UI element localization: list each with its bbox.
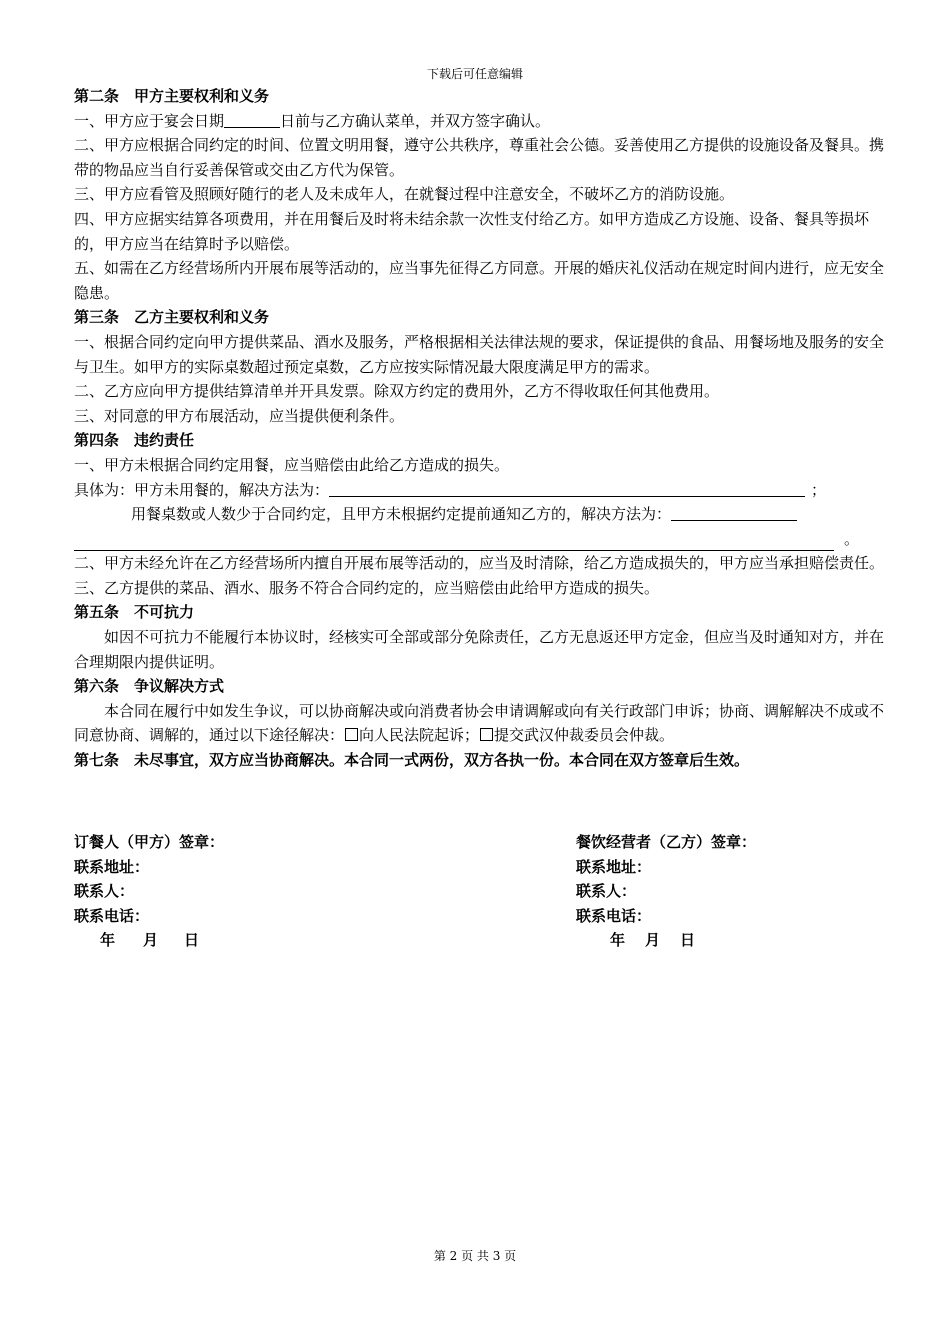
fewer-tables-solution-blank-line2[interactable] xyxy=(74,532,834,551)
article6-title: 第六条 争议解决方式 xyxy=(74,677,225,696)
article4-detail2-continuation xyxy=(74,527,892,552)
party-b-signature-block xyxy=(576,830,756,953)
article3-title: 第三条 乙方主要权利和义务 xyxy=(74,308,270,327)
article2-item1-text-a: 一、甲方应于宴会日期 xyxy=(74,111,225,130)
page-header: 下载后可任意编辑 xyxy=(426,67,523,81)
no-show-solution-blank[interactable] xyxy=(329,480,805,497)
article3-item1: 一、根据合同约定向甲方提供菜品、酒水及服务，严格根据相关法律法规的要求，保证提供的食品、用餐场地及服务的安全与卫生。如甲方的实际桌数超过预定桌数，乙方应按实际情况最大限度满足甲方的需求。 xyxy=(74,332,885,376)
article4-item3: 三、乙方提供的菜品、酒水、服务不符合合同约定的，应当赔偿由此给甲方造成的损失。 xyxy=(74,578,660,597)
article6-body xyxy=(74,699,892,748)
party-b-address-label: 联系地址： xyxy=(576,857,652,876)
article2-item2: 二、甲方应根据合同约定的时间、位置文明用餐，遵守公共秩序，尊重社会公德。妥善使用乙方提供的设施设备及餐具。携带的物品应当自行妥善保管或交由乙方代为保管。 xyxy=(74,136,885,179)
article6-body-text: 本合同在履行中如发生争议，可以协商解决或向消费者协会申请调解或向有关行政部门申诉；协商、调解解决不成或不同意协商、调解的，通过以下途径解决： xyxy=(74,701,885,745)
party-a-sign-label: 订餐人（甲方）签章： xyxy=(74,833,225,851)
party-a-date xyxy=(74,928,224,953)
article2-item4: 四、甲方应据实结算各项费用，并在用餐后及时将未结余款一次性支付给乙方。如甲方造成乙方设施、设备、餐具等损坏的，甲方应当在结算时予以赔偿。 xyxy=(74,209,870,253)
party-a-day-label: 日 xyxy=(184,931,200,950)
article4-item1: 一、甲方未根据合同约定用餐，应当赔偿由此给乙方造成的损失。 xyxy=(74,455,510,474)
contract-body xyxy=(74,84,892,773)
article4-item2: 二、甲方未经允许在乙方经营场所内擅自开展布展等活动的，应当及时清除，给乙方造成损失的，甲方应当承担赔偿责任。 xyxy=(74,554,885,573)
court-option-label: 向人民法院起诉； xyxy=(359,726,480,745)
banquet-date-blank[interactable] xyxy=(224,111,280,128)
article4-detail1-text: 具体为：甲方未用餐的，解决方法为： xyxy=(74,480,330,499)
party-a-address-label: 联系地址： xyxy=(74,857,150,876)
article4-detail2 xyxy=(74,502,892,527)
party-a-signature-block xyxy=(74,830,224,953)
article3-item3: 三、对同意的甲方布展活动，应当提供便利条件。 xyxy=(74,406,405,425)
party-b-day-label: 日 xyxy=(680,931,696,950)
article4-detail1-end: ； xyxy=(811,480,827,499)
article2-item1 xyxy=(74,109,892,134)
party-a-contact-label: 联系人： xyxy=(74,882,135,901)
article2-title: 第二条 甲方主要权利和义务 xyxy=(74,87,270,105)
arbitration-option-checkbox[interactable] xyxy=(480,728,493,741)
court-option-checkbox[interactable] xyxy=(345,728,358,741)
party-b-contact-label: 联系人： xyxy=(576,882,637,901)
fewer-tables-solution-blank[interactable] xyxy=(671,504,797,521)
article7: 第七条 未尽事宜，双方应当协商解决。本合同一式两份，双方各执一份。本合同在双方签章后生效。 xyxy=(74,751,750,770)
article3-item2: 二、乙方应向甲方提供结算清单并开具发票。除双方约定的费用外，乙方不得收取任何其他费用。 xyxy=(74,382,720,401)
party-b-phone-label: 联系电话： xyxy=(576,906,652,925)
party-b-sign-label: 餐饮经营者（乙方）签章： xyxy=(576,833,757,851)
page-footer: 第 2 页 共 3 页 xyxy=(433,1249,517,1263)
article4-title: 第四条 违约责任 xyxy=(74,431,195,450)
article2-item1-text-b: 日前与乙方确认菜单，并双方签字确认。 xyxy=(280,111,551,130)
party-b-month-label: 月 xyxy=(645,931,661,950)
article5-title: 第五条 不可抗力 xyxy=(74,603,195,622)
party-b-year-label: 年 xyxy=(610,931,626,950)
article4-detail1 xyxy=(74,478,892,503)
party-b-date xyxy=(576,928,756,953)
party-a-phone-label: 联系电话： xyxy=(74,906,150,925)
party-a-year-label: 年 xyxy=(100,931,116,950)
article4-detail2-text: 用餐桌数或人数少于合同约定，且甲方未根据约定提前通知乙方的，解决方法为： xyxy=(131,505,672,524)
article2-item5: 五、如需在乙方经营场所内开展布展等活动的，应当事先征得乙方同意。开展的婚庆礼仪活动在规定时间内进行，应无安全隐患。 xyxy=(74,259,885,302)
article2-item3: 三、甲方应看管及照顾好随行的老人及未成年人，在就餐过程中注意安全，不破坏乙方的消防设施。 xyxy=(74,185,735,204)
arbitration-option-label: 提交武汉仲裁委员会仲裁。 xyxy=(494,726,675,745)
party-a-month-label: 月 xyxy=(143,931,159,950)
article5-body: 如因不可抗力不能履行本协议时，经核实可全部或部分免除责任，乙方无息返还甲方定金，但应当及时通知对方，并在合理期限内提供证明。 xyxy=(74,628,885,671)
article4-detail2-end: 。 xyxy=(844,529,860,548)
